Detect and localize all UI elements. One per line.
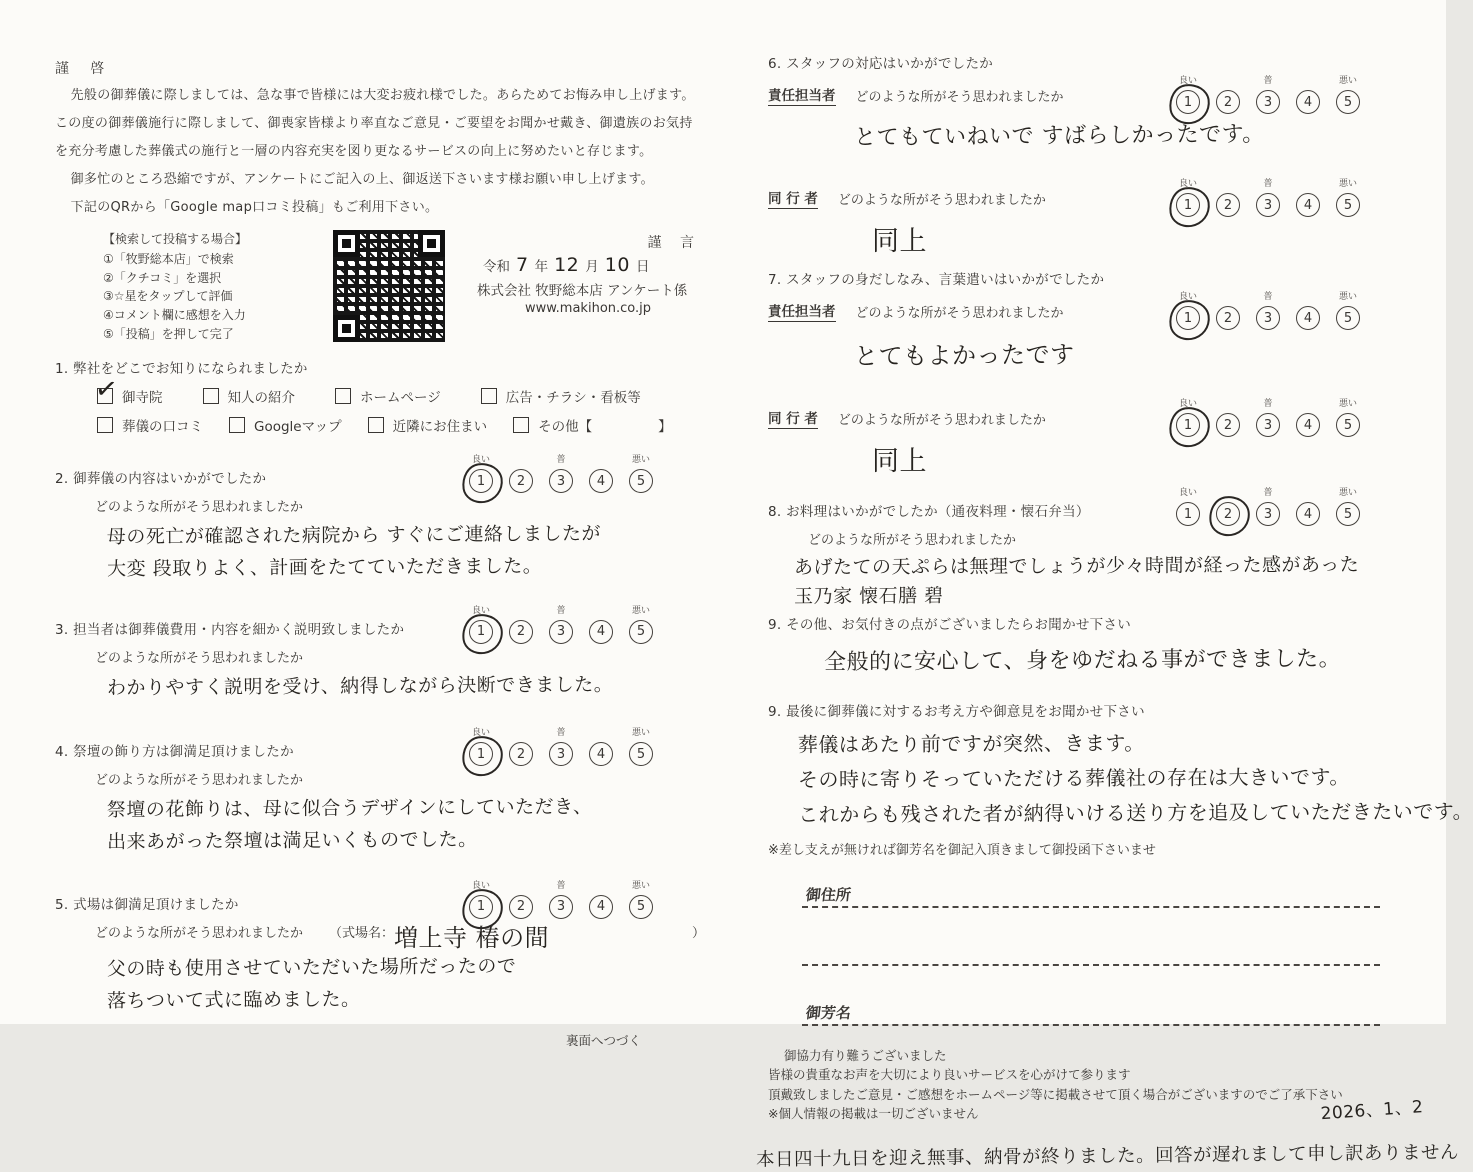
option-label: 御寺院 (122, 390, 163, 407)
rating-circle-4[interactable]: 4 (1296, 306, 1320, 330)
rating-circle-5[interactable]: 5 (629, 620, 653, 644)
handwritten-answer: あげたての天ぷらは無理でしょうが少々時間が経った感があった 玉乃家 懐石膳 碧 (793, 553, 1360, 609)
handwritten-answer: とてもよかったです (853, 340, 1075, 371)
option-label: 葬儀の口コミ (122, 419, 203, 436)
rating-circle-2[interactable]: 2 (509, 742, 533, 766)
month-unit: 月 (585, 258, 599, 275)
rating-scale (1176, 76, 1360, 114)
option-label: Googleマップ (254, 419, 342, 436)
rating-circle-1[interactable]: 1 (469, 620, 493, 644)
question-6 (768, 52, 1438, 258)
question-8 (768, 488, 1438, 611)
prompt-label: どのような所がそう思われましたか (808, 533, 1017, 548)
rating-circle-5[interactable]: 5 (629, 742, 653, 766)
option-label: 】 (658, 419, 672, 436)
rating-circle-3[interactable]: 3 (1256, 193, 1280, 217)
option-label: その他【 (538, 419, 593, 436)
rating-label-mid: 普 (1263, 488, 1273, 498)
footer-line: 御協力有り難うございました (784, 1047, 947, 1063)
rating-label-mid: 普 (556, 728, 566, 739)
footer-line: 頂戴致しましたご意見・ご感想をホームページ等に掲載させて頂く場合がございますのでご了承下さい (768, 1086, 1343, 1102)
rating-scale (1176, 399, 1360, 437)
rating-circle-4[interactable]: 4 (1296, 413, 1320, 437)
address-line-2[interactable] (802, 944, 1380, 966)
rating-circle-1[interactable]: 1 (469, 742, 493, 766)
rating-circle-2[interactable]: 2 (1216, 90, 1240, 114)
rating-circle-3[interactable]: 3 (549, 742, 573, 766)
era-label: 令和 (483, 258, 510, 275)
rating-label-good: 良い (1178, 76, 1197, 86)
day-unit: 日 (635, 258, 650, 275)
checkbox[interactable] (335, 388, 351, 404)
role-label: 同 行 者 (768, 407, 818, 429)
left-column (55, 58, 705, 1049)
checkbox[interactable] (481, 388, 497, 404)
qr-step: ③☆星をタップして評価 (103, 289, 233, 304)
qr-instructions (103, 230, 307, 344)
rating-label-bad: 悪い (631, 455, 650, 466)
rating-circle-3[interactable]: 3 (1256, 90, 1280, 114)
rating-circle-2[interactable]: 2 (1216, 306, 1240, 330)
rating-label-mid: 普 (556, 455, 566, 466)
question-7 (768, 268, 1438, 478)
question-4 (55, 728, 705, 857)
prompt-label: どのような所がそう思われましたか (837, 192, 1046, 208)
rating-circle-4[interactable]: 4 (589, 895, 613, 919)
rating-circle-1[interactable]: 1 (469, 469, 493, 493)
rating-circle-3[interactable]: 3 (549, 620, 573, 644)
continue-note: 裏面へつづく (565, 1033, 641, 1049)
checkbox[interactable] (229, 417, 245, 433)
question-9-final (768, 700, 1473, 858)
role-label: 責任担当者 (768, 300, 836, 322)
checkbox[interactable] (97, 417, 113, 433)
rating-circle-1[interactable]: 1 (1176, 502, 1200, 526)
handwritten-date: 2026、1、2 (1320, 1097, 1425, 1125)
rating-circle-3[interactable]: 3 (1256, 413, 1280, 437)
rating-label-good: 良い (1178, 292, 1197, 302)
day-value: 10 (604, 253, 630, 276)
rating-circle-2[interactable]: 2 (1216, 502, 1240, 526)
question-2 (55, 455, 705, 584)
venue-name-label: （式場名： (329, 925, 395, 941)
rating-label-good: 良い (1178, 488, 1197, 498)
greeting-salutation: 謹 啓 (55, 61, 113, 77)
rating-label-mid: 普 (556, 605, 566, 616)
company-name: 株式会社 牧野総本店 アンケート係 (477, 282, 688, 299)
rating-circle-1[interactable]: 1 (1176, 306, 1200, 330)
prompt-label: どのような所がそう思われましたか (837, 412, 1046, 428)
rating-label-mid: 普 (1263, 76, 1273, 86)
rating-circle-2[interactable]: 2 (509, 469, 533, 493)
qr-step: ①「牧野総本店」で検索 (103, 252, 234, 267)
q3-title: 3. 担当者は御葬儀費用・内容を細かく説明致しましたか (55, 621, 405, 638)
option-label: ホームページ (360, 390, 441, 407)
rating-label-bad: 悪い (1338, 399, 1357, 409)
rating-label-bad: 悪い (1338, 179, 1357, 189)
prompt-label: どのような所がそう思われましたか (95, 925, 304, 941)
handwritten-answer: 母の死亡が確認された病院から すぐにご連絡しましたが 大変 段取りよく、計画をたてていただきました。 (106, 522, 602, 581)
rating-circle-4[interactable]: 4 (589, 742, 613, 766)
q1-option-wordofmouth[interactable] (97, 415, 203, 435)
rating-label-mid: 普 (1263, 292, 1273, 302)
rating-circle-5[interactable]: 5 (1336, 413, 1360, 437)
qr-instructions-title: 【検索して投稿する場合】 (103, 231, 248, 246)
rating-circle-1[interactable]: 1 (469, 895, 493, 919)
q1-option-neighbor[interactable] (368, 415, 488, 435)
checkbox[interactable] (97, 388, 113, 404)
q2-title: 2. 御葬儀の内容はいかがでしたか (55, 471, 267, 488)
q9b-title: 9. 最後に御葬儀に対するお考え方や御意見をお聞かせ下さい (768, 703, 1145, 720)
rating-circle-1[interactable]: 1 (1176, 90, 1200, 114)
q7-title: 7. スタッフの身だしなみ、言葉遣いはいかがでしたか (768, 272, 1105, 288)
month-value: 12 (554, 253, 580, 276)
address-label: 御住所 (805, 885, 852, 904)
q1-option-homepage[interactable] (335, 386, 441, 406)
letter-closing-block (471, 230, 705, 344)
rating-circle-1[interactable]: 1 (1176, 193, 1200, 217)
rating-label-bad: 悪い (1338, 488, 1357, 498)
year-value: 7 (516, 253, 529, 276)
rating-circle-4[interactable]: 4 (1296, 193, 1320, 217)
rating-label-bad: 悪い (1338, 76, 1357, 86)
rating-circle-2[interactable]: 2 (509, 620, 533, 644)
rating-label-mid: 普 (556, 880, 566, 891)
rating-circle-5[interactable]: 5 (629, 895, 653, 919)
greeting-line: 先般の御葬儀に際しましては、急な事で皆様には大変お疲れ様でした。あらためてお悔み申し上げます。 (70, 88, 695, 103)
qr-finder-icon (333, 315, 360, 342)
rating-scale (1176, 179, 1360, 217)
q5-title: 5. 式場は御満足頂けましたか (55, 896, 239, 913)
prompt-label: どのような所がそう思われましたか (95, 650, 304, 666)
greeting-line: この度の御葬儀施行に際しまして、御喪家皆様より率直なご意見・ご要望をお聞かせ戴き、御遺族のお気持 (55, 115, 693, 131)
handwritten-answer: とてもていねいで すばらしかったです。 (853, 121, 1265, 151)
rating-label-good: 良い (1178, 399, 1197, 409)
date-line (471, 254, 705, 276)
right-column (755, 52, 1473, 1171)
option-label: 近隣にお住まい (392, 419, 488, 436)
rating-circle-5[interactable]: 5 (629, 469, 653, 493)
handwritten-answer: 同上 (872, 226, 927, 257)
rating-circle-3[interactable]: 3 (549, 895, 573, 919)
rating-circle-5[interactable]: 5 (1336, 193, 1360, 217)
qr-step: ④コメント欄に感想を入力 (103, 308, 246, 323)
rating-circle-4[interactable]: 4 (1296, 502, 1320, 526)
rating-scale (1176, 488, 1360, 526)
rating-circle-2[interactable]: 2 (1216, 193, 1240, 217)
handwritten-answer: 葬儀はあたり前ですが突然、きます。 その時に寄りそっていただける葬儀社の存在は大きいです。 これからも残された者が納得いける送り方を追及していただきたいです。 (797, 730, 1473, 827)
rating-scale (469, 606, 653, 644)
prompt-label: どのような所がそう思われましたか (95, 773, 304, 789)
qr-finder-icon (333, 230, 360, 257)
handwritten-answer: 同上 (872, 446, 927, 477)
year-unit: 年 (534, 258, 549, 275)
checkbox[interactable] (368, 417, 384, 433)
handwritten-answer: 父の時も使用させていただいた場所だったので 落ちついて式に臨めました。 (106, 954, 517, 1013)
name-line[interactable] (802, 1002, 1380, 1026)
option-label: 知人の紹介 (227, 390, 295, 407)
qr-section (103, 230, 705, 344)
name-label: 御芳名 (805, 1003, 852, 1022)
q4-title: 4. 祭壇の飾り方は御満足頂けましたか (55, 744, 294, 761)
role-label: 同 行 者 (768, 187, 818, 209)
handwritten-answer: わかりやすく説明を受け、納得しながら決断できました。 (106, 673, 614, 699)
checkbox[interactable] (513, 417, 529, 433)
footer-line: ※個人情報の掲載は一切ございません (768, 1106, 979, 1121)
rating-label-mid: 普 (1263, 179, 1273, 189)
qr-step: ⑤「投稿」を押して完了 (103, 326, 234, 341)
rating-scale (469, 455, 653, 493)
closing-word: 謹 言 (647, 234, 701, 251)
prompt-label: どのような所がそう思われましたか (855, 89, 1064, 105)
rating-label-good: 良い (471, 455, 490, 466)
checkbox[interactable] (203, 388, 219, 404)
venue-close-paren: ） (691, 925, 705, 941)
rating-circle-1[interactable]: 1 (1176, 413, 1200, 437)
qr-finder-icon (418, 230, 445, 257)
rating-label-good: 良い (471, 880, 490, 891)
qr-code-image (333, 230, 445, 342)
rating-label-good: 良い (471, 605, 490, 616)
rating-label-bad: 悪い (1338, 292, 1357, 302)
question-1 (55, 357, 705, 435)
option-label: 広告・チラシ・看板等 (505, 390, 641, 407)
question-9-other (768, 613, 1438, 674)
q1-option-other[interactable] (513, 415, 672, 435)
rating-label-good: 良い (471, 728, 490, 739)
q1-option-referral[interactable] (203, 386, 296, 406)
q9a-title: 9. その他、お気付きの点がございましたらお聞かせ下さい (768, 616, 1132, 633)
greeting-line: を充分考慮した葬儀式の施行と一層の内容充実を図り更なるサービスの向上に努めたいと存じます。 (55, 143, 653, 159)
rating-circle-4[interactable]: 4 (589, 469, 613, 493)
name-request-note: ※差し支えが無ければ御芳名を御記入頂きまして御投函下さいませ (768, 842, 1156, 858)
rating-label-bad: 悪い (631, 728, 650, 739)
rating-scale (1176, 292, 1360, 330)
venue-name-value: 増上寺 椿の間 (394, 923, 550, 952)
rating-circle-2[interactable]: 2 (1216, 413, 1240, 437)
qr-step: ②「クチコミ」を選択 (103, 270, 222, 285)
footer-line: 皆様の貴重なお声を大切により良いサービスを心がけて参ります (768, 1067, 1131, 1083)
rating-circle-3[interactable]: 3 (549, 469, 573, 493)
rating-scale (469, 881, 653, 919)
prompt-label: どのような所がそう思われましたか (855, 305, 1064, 321)
rating-circle-5[interactable]: 5 (1336, 306, 1360, 330)
q1-option-ads[interactable] (481, 386, 641, 406)
q1-option-googlemap[interactable] (229, 415, 342, 435)
rating-label-good: 良い (1178, 179, 1197, 189)
footer-block (755, 1046, 1460, 1171)
rating-circle-4[interactable]: 4 (589, 620, 613, 644)
handwritten-answer: 全般的に安心して、身をゆだねる事ができました。 (823, 646, 1342, 676)
prompt-label: どのような所がそう思われましたか (95, 500, 304, 516)
rating-label-bad: 悪い (631, 605, 650, 616)
contact-block (802, 884, 1380, 1026)
role-label: 責任担当者 (768, 84, 836, 106)
q8-title: 8. お料理はいかがでしたか（通夜料理・懐石弁当） (768, 504, 1090, 520)
rating-circle-2[interactable]: 2 (509, 895, 533, 919)
rating-circle-3[interactable]: 3 (1256, 306, 1280, 330)
question-5 (55, 881, 705, 1016)
handwritten-answer: 祭壇の花飾りは、母に似合うデザインにしていただき、 出来あがった祭壇は満足いくものでした。 (106, 795, 593, 854)
handwritten-note: 本日四十九日を迎え無事、納骨が終りました。回答が遅れまして申し訳ありません (755, 1142, 1460, 1171)
rating-circle-5[interactable]: 5 (1336, 502, 1360, 526)
address-line[interactable] (802, 884, 1380, 908)
rating-circle-3[interactable]: 3 (1256, 502, 1280, 526)
q6-title: 6. スタッフの対応はいかがでしたか (768, 56, 994, 72)
website-url: www.makihon.co.jp (524, 300, 652, 316)
greeting-line: 下記のQRから「Google map口コミ投稿」もご利用下さい。 (70, 199, 439, 215)
rating-label-mid: 普 (1263, 399, 1273, 409)
rating-circle-5[interactable]: 5 (1336, 90, 1360, 114)
q1-title: 1. 弊社をどこでお知りになられましたか (55, 361, 308, 378)
q1-option-temple[interactable] (97, 386, 163, 406)
question-3 (55, 606, 705, 702)
rating-scale (469, 728, 653, 766)
rating-label-bad: 悪い (631, 880, 650, 891)
rating-circle-4[interactable]: 4 (1296, 90, 1320, 114)
greeting-line: 御多忙のところ恐縮ですが、アンケートにご記入の上、御返送下さいます様お願い申し上げます。 (70, 171, 654, 187)
